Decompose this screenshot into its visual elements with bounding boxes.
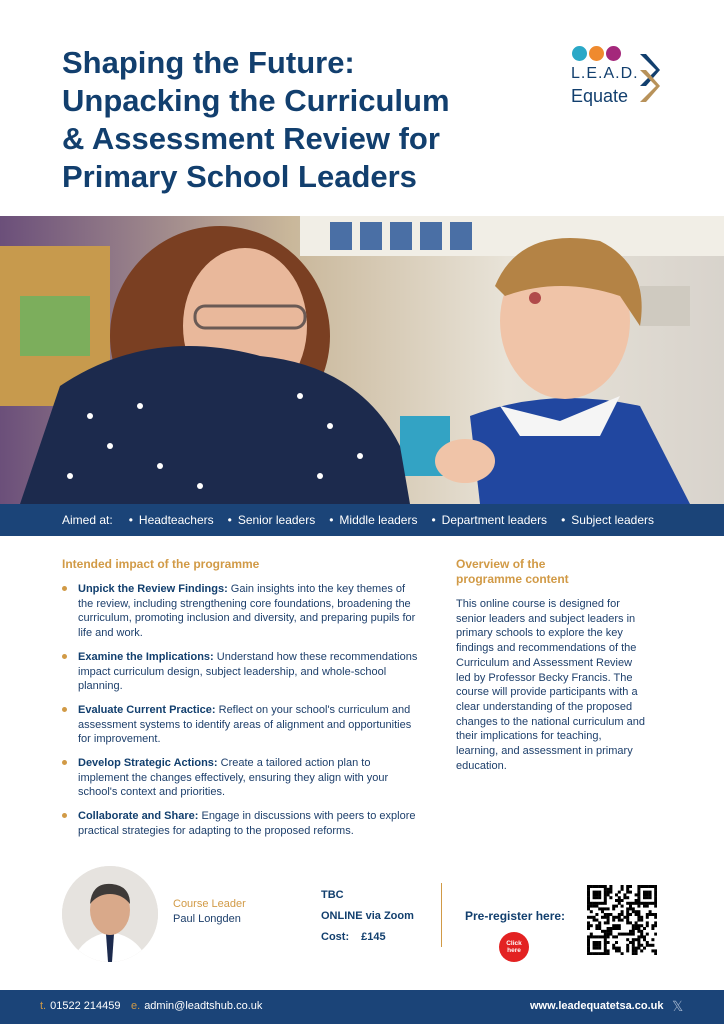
audience-label: Aimed at: [62,513,113,527]
cost-label: Cost: [321,931,350,943]
course-mode: ONLINE via Zoom [321,910,414,922]
logo-dot-orange [589,46,604,61]
logo-chevron-icon [636,50,660,106]
course-details [321,885,414,948]
title-line-2: Unpacking the Curriculum [62,83,450,118]
footer-email[interactable] [131,1000,262,1012]
overview-heading-line-1: Overview of the [456,557,546,571]
click-here-line-1: Click [506,940,522,947]
course-leader-name: Paul Longden [173,913,241,925]
click-here-button[interactable] [499,932,529,962]
phone-number: 01522 214459 [50,1000,121,1012]
lead-equate-logo [568,46,688,116]
impact-item-title: Examine the Implications: [78,650,214,663]
audience-item: • Subject leaders [561,513,654,527]
impact-item [62,650,422,694]
logo-dot-blue [572,46,587,61]
email-address: admin@leadtshub.co.uk [144,1000,263,1012]
qr-code-image [587,885,657,955]
audience-item: • Middle leaders [329,513,417,527]
cost-value: £145 [361,931,386,943]
logo-text-equate: Equate [571,86,629,106]
title-line-1: Shaping the Future: [62,45,355,80]
logo-dot-purple [606,46,621,61]
audience-bar [0,504,724,536]
impact-item-text: Create a tailored action plan to implement the changes effectively, ensuring they align with your school's context and priorities. [78,757,389,799]
qr-code[interactable] [587,885,657,955]
impact-item [62,756,422,800]
impact-item-title: Unpick the Review Findings: [78,583,228,595]
impact-item-text: Gain insights into the key themes of the review, including strengthening core foundations, broadening the curriculum, promoting inclusion and diversity, and preparing pupils for life and work. [78,583,416,640]
phone-prefix: t. [40,1000,47,1012]
overview-text: This online course is designed for senior leaders and subject leaders in primary schools to explore the key findings and recommendations of the Curriculum and Assessment Review led by Professor Becky Francis. The course will provide participants with a clear understanding of the proposed changes to the national curriculum and their implications for teaching, learning, and assessment in primary education. [456,598,645,772]
divider [441,883,442,947]
title-line-4: Primary School Leaders [62,159,417,194]
hero-photo [0,216,724,504]
course-leader-avatar [62,866,158,962]
impact-item-title: Evaluate Current Practice: [78,703,216,716]
footer-bar [0,990,724,1024]
email-prefix: e. [131,1000,141,1012]
impact-item-text: Understand how these recommendations impact curriculum design, subject leadership, and whole-school planning. [78,650,418,693]
course-leader-portrait-image [62,866,158,962]
course-leader-label: Course Leader [173,898,246,910]
overview-heading [456,557,616,587]
audience-item: • Department leaders [431,513,547,527]
impact-item [62,703,422,747]
logo-text-lead: L.E.A.D. [571,65,639,82]
impact-item [62,809,422,838]
audience-item: • Senior leaders [228,513,316,527]
course-date: TBC [321,889,344,901]
x-icon[interactable]: 𝕏 [672,998,684,1014]
audience-item: • Headteachers [129,513,214,527]
preregister-label: Pre-register here: [465,909,566,923]
impact-item-text: Engage in discussions with peers to explore practical strategies for adapting to the proposed reforms. [78,810,416,837]
impact-list [62,582,422,848]
classroom-photo-image [0,216,724,504]
impact-item-text: Reflect on your school's curriculum and assessment systems to identify areas of alignment and opportunities for improvement. [78,703,412,746]
impact-item-title: Develop Strategic Actions: [78,757,218,770]
footer-website-link[interactable]: www.leadequatetsa.co.uk [530,1000,664,1012]
footer-phone[interactable] [40,1000,120,1012]
page-title [62,44,502,196]
overview-heading-line-2: programme content [456,572,569,586]
impact-heading: Intended impact of the programme [62,557,260,571]
impact-item-title: Collaborate and Share: [78,810,199,823]
impact-item [62,582,422,641]
click-here-line-2: here [507,947,521,954]
title-line-3: & Assessment Review for [62,121,440,156]
course-cost [321,927,414,948]
logo-dots [572,46,623,66]
